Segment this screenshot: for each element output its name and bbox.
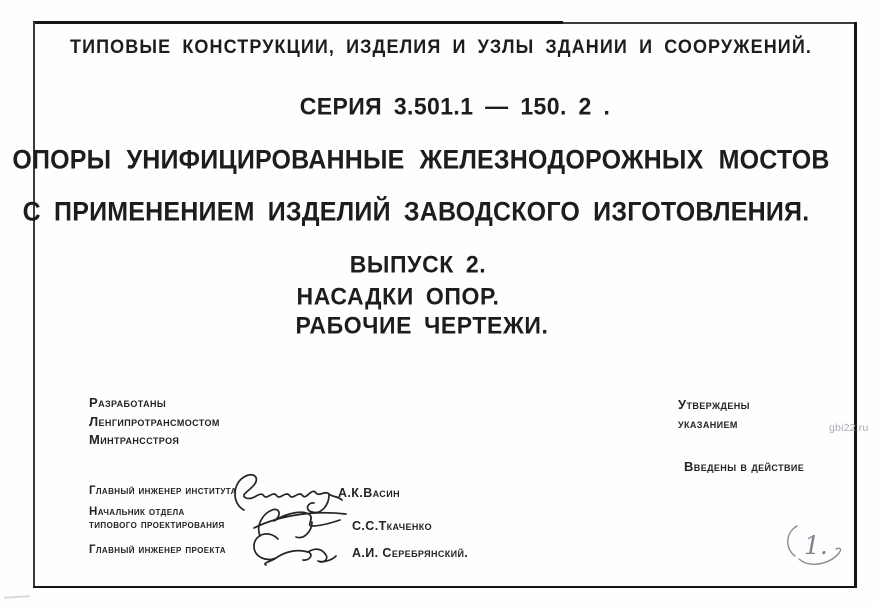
signoff-role-department-head-line2: типового проектирования xyxy=(89,518,225,531)
frame-left-line xyxy=(33,22,35,588)
page-number-text: 1. xyxy=(804,531,828,560)
site-watermark: gbi22.ru xyxy=(829,422,869,434)
document-category-header: ТИПОВЫЕ КОНСТРУКЦИИ, ИЗДЕЛИЯ И УЗЛЫ ЗДАНИИ И СООРУЖЕНИЙ. xyxy=(70,36,812,58)
frame-top-line-thick xyxy=(33,21,563,24)
signoff-name-tkachenko: С.С.Ткаченко xyxy=(352,519,433,533)
signoff-role-chief-project-engineer: Главный инженер проекта xyxy=(89,544,226,556)
approved-label: Утверждены xyxy=(678,397,750,412)
scan-artifact-line xyxy=(4,595,30,599)
effective-line: Введены в действие xyxy=(684,459,805,474)
developed-by-block xyxy=(89,394,220,450)
signoff-role-department-head-line1: Начальник отдела xyxy=(89,506,185,518)
frame-bottom-line xyxy=(33,586,857,588)
pencil-open-paren xyxy=(788,526,797,556)
signoff-name-serebryansky: А.И. Серебрянский. xyxy=(352,546,469,560)
document-title-line-2: С ПРИМЕНЕНИЕМ ИЗДЕЛИЙ ЗАВОДСКОГО ИЗГОТОВЛЕНИЯ. xyxy=(22,197,810,227)
issue-line: ВЫПУСК 2. xyxy=(349,250,487,278)
document-title-line-1: ОПОРЫ УНИФИЦИРОВАННЫЕ ЖЕЛЕЗНОДОРОЖНЫХ МОСТОВ xyxy=(12,145,830,175)
developed-by-ministry: Минтрансстроя xyxy=(89,432,180,447)
approved-block xyxy=(678,396,750,433)
frame-right-line xyxy=(854,22,857,588)
developed-by-label: Разработаны xyxy=(89,395,167,410)
signature-scrawl-serebryansky xyxy=(246,527,338,567)
handwritten-page-number-mark xyxy=(773,518,857,570)
signoff-role-chief-engineer-institute: Главный инженер института xyxy=(89,485,237,497)
signoff-name-vasin: А.К.Васин xyxy=(338,486,400,500)
signoff-role-department-head xyxy=(89,506,225,531)
approved-detail: указанием xyxy=(678,415,738,431)
series-number: СЕРИЯ 3.501.1 — 150. 2 . xyxy=(299,92,611,120)
subtitle-line-1: НАСАДКИ ОПОР. xyxy=(296,282,500,310)
developed-by-org: Ленгипротрансмостом xyxy=(89,413,220,429)
subtitle-line-2: РАБОЧИЕ ЧЕРТЕЖИ. xyxy=(295,311,549,339)
